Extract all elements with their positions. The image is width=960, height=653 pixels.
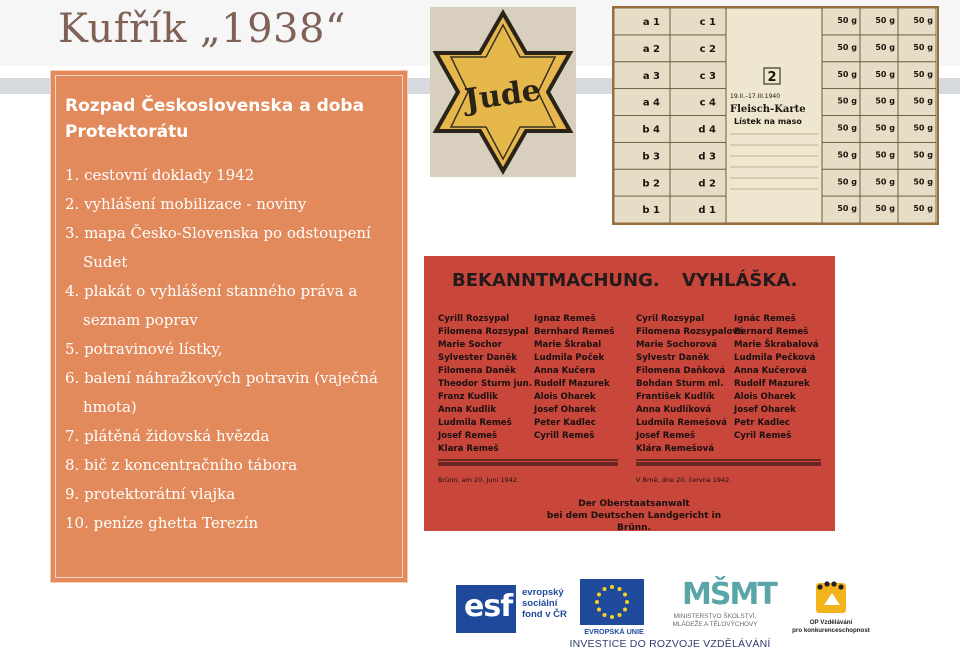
list-item [65,509,395,538]
poster-name: Filomena Rozsypal [438,327,529,337]
eu-star [597,608,601,612]
ration-card-title: Fleisch-Karte [730,104,806,115]
esf-sub-line: evropský [522,587,564,598]
poster-heading-cs: VYHLÁŠKA. [682,270,798,291]
poster-name: Filomena Daňková [636,366,726,376]
eu-star [595,600,599,604]
poster-name: Theodor Sturm jun. [438,379,533,389]
poster-signature-line-2: bei dem Deutschen Landgericht in Brünn. [546,511,722,533]
poster-name: Alois Oharek [534,392,596,402]
ration-stub-weight: 50 g [913,150,933,160]
ration-stub-weight: 50 g [913,16,933,25]
ration-stub-weight: 50 g [837,96,857,106]
ration-coupon-code: a 2 [642,43,660,55]
list-item-text: 9. protektorátní vlajka [65,485,236,503]
poster-name: Ludmila Pečková [734,353,816,363]
poster-signature [544,498,724,534]
ration-coupon [670,89,726,116]
list-item-text: 10. peníze ghetta Terezín [65,514,259,532]
ration-card-photo [612,6,939,225]
eu-star [597,593,601,597]
poster-signature-line-1: Der Oberstaatsanwalt [578,499,690,509]
list-item [65,422,395,451]
eu-logo [580,579,652,637]
ration-coupon-code: d 2 [698,178,716,190]
poster-name: Klara Remeš [438,444,499,454]
msmt-label-line: MINISTERSTVO ŠKOLSTVÍ, [673,613,757,620]
poster-name: Cyril Remeš [734,431,792,441]
eu-star [623,593,627,597]
poster-name: Cyrill Rozsypal [438,314,510,324]
poster-name: Anna Kučerová [734,366,807,376]
ration-stub-weight: 50 g [913,123,933,133]
poster-name: Anna Kučera [534,366,596,376]
ration-stub-weight: 50 g [913,177,933,187]
eu-star [618,613,622,617]
list-item-text: 8. bič z koncentračního tábora [65,456,298,474]
esf-logo [456,579,574,637]
poster-name: Petr Kadlec [734,418,790,428]
msmt-logo [656,577,774,635]
star-text: Jude [462,72,543,119]
poster-name: Josef Remeš [636,431,696,441]
eu-star [610,585,614,589]
ration-stub-weight: 50 g [913,42,933,52]
op-vk-logo [786,579,876,637]
ration-coupon [670,8,726,35]
ration-stub-weight: 50 g [837,69,857,79]
ration-stub-weight: 50 g [875,96,895,106]
ration-card-number: 2 [767,70,777,85]
list-item [65,335,395,364]
ration-card-grid [614,8,937,223]
list-item [65,277,395,335]
ration-stub-weight: 50 g [875,204,895,214]
ration-stub-weight: 50 g [837,42,857,52]
ration-coupon-code: b 4 [642,124,660,136]
ration-stub-weight: 50 g [913,96,933,106]
poster-name: Filomena Rozsypalová [636,327,744,337]
eu-star [623,608,627,612]
poster-name: Josef Oharek [534,405,596,415]
eu-logo-label: EVROPSKÁ UNIE [584,627,644,636]
ration-coupon-code: c 4 [699,97,716,109]
list-item [65,364,395,422]
list-item-text: 2. vyhlášení mobilizace - noviny [65,195,307,213]
op-vk-dot [824,581,829,586]
op-label-line: pro konkurenceschopnost [792,627,870,634]
item-list [65,161,395,538]
ration-stub-weight: 50 g [875,42,895,52]
list-item-text: 4. plakát o vyhlášení stanného práva a [65,282,358,300]
list-item [65,190,395,219]
poster-name: Sylvestr Daněk [636,353,710,363]
msmt-logo-label [656,613,774,629]
poster-name: Ignác Remeš [734,314,796,324]
eu-flag-icon [580,579,644,625]
panel-subtitle: Rozpad Československa a doba Protektorátu [65,96,365,142]
jewish-star-photo [430,7,576,177]
decor-stripe-left [0,78,50,94]
ration-coupon-code: a 1 [642,17,660,28]
eu-star [625,600,629,604]
ration-coupon-code: c 1 [699,17,716,28]
list-item-text: 1. cestovní doklady 1942 [65,166,255,184]
ration-stub-weight: 50 g [913,204,933,214]
poster-name: Marie Škrabal [534,340,602,350]
list-item-continuation: seznam poprav [83,311,198,329]
esf-logo-subtitle [522,587,582,620]
poster-name: Klára Remešová [636,444,715,454]
poster-name: Anna Kudlíková [636,405,712,415]
poster-name: Marie Škrabalová [734,340,819,350]
op-vk-dot [838,584,843,589]
eu-stars [580,579,644,625]
ration-coupon-code: b 1 [642,205,660,217]
poster-heading-de: BEKANNTMACHUNG. [452,270,660,291]
poster-name: Alois Oharek [734,392,796,402]
ration-stub-weight: 50 g [837,150,857,160]
poster-fine-print [636,464,821,466]
msmt-label-line: MLÁDEŽE A TĚLOVÝCHOVY [672,621,758,628]
poster-fine-print [438,464,618,466]
list-item-text: 6. balení náhražkových potravin (vaječná [65,369,378,387]
esf-sub-line: fond v ČR [522,609,567,620]
poster-date-cs: V Brně, dne 20. června 1942. [636,476,732,484]
ration-stub-weight: 50 g [837,204,857,214]
poster-name: Ludmila Remeš [438,418,512,428]
op-vk-icon [786,579,876,619]
op-vk-dot [817,584,822,589]
ration-stub-weight: 50 g [913,69,933,79]
execution-poster-photo [424,256,835,531]
list-item-text: 7. plátěná židovská hvězda [65,427,270,445]
poster-name: Ludmila Poček [534,353,605,363]
ration-coupon-code: b 2 [642,178,660,190]
star-drawing [430,7,576,177]
poster-name: Cyrill Remeš [534,431,595,441]
poster-name: Marie Sochor [438,340,502,350]
ration-coupon-code: d 4 [698,124,716,136]
eu-star [603,587,607,591]
list-item [65,451,395,480]
ration-coupon [670,35,726,62]
poster-name: Rudolf Mazurek [734,379,810,389]
ration-coupon-code: a 4 [642,97,660,109]
ration-coupon-code: d 3 [698,151,716,163]
poster-name: Ignaz Remeš [534,314,596,324]
poster-name: Anna Kudlik [438,405,497,415]
eu-star [610,615,614,619]
list-item-continuation: Sudet [83,253,128,271]
ration-stub-weight: 50 g [875,177,895,187]
ration-coupon-code: c 3 [699,70,716,82]
ration-card-center [726,8,822,223]
ration-coupon-code: b 3 [642,151,660,163]
ration-stub-weight: 50 g [837,177,857,187]
poster-name: Rudolf Mazurek [534,379,610,389]
op-vk-dot [831,581,836,586]
eu-star [618,587,622,591]
esf-sub-line: sociální [522,598,558,609]
poster-name: Josef Remeš [438,431,498,441]
poster-name: Peter Kadlec [534,418,596,428]
ration-coupon-code: d 1 [698,205,716,217]
poster-name: Cyril Rozsypal [636,314,705,324]
list-item [65,161,395,190]
poster-name: Bernhard Remeš [534,327,615,337]
poster-name: Ludmila Remešová [636,418,728,428]
ration-stub-weight: 50 g [837,16,857,25]
ration-stub-weight: 50 g [875,16,895,25]
op-label-line: OP Vzdělávání [809,619,853,626]
poster-name: Sylvester Daněk [438,353,518,363]
poster-name: Josef Oharek [734,405,796,415]
poster-name: Bohdan Sturm ml. [636,379,724,389]
list-item-text: 3. mapa Česko-Slovenska po odstoupení [65,224,371,242]
eu-star [603,613,607,617]
ration-stub-weight: 50 g [875,150,895,160]
ration-coupon-code: c 2 [699,43,716,55]
poster-name: Franz Kudlik [438,392,498,402]
ration-coupon [670,62,726,89]
poster-name: Filomena Daněk [438,366,516,376]
poster-name: Bernard Remeš [734,327,809,337]
esf-logo-text: esf [464,589,513,624]
ration-stub-weight: 50 g [875,69,895,79]
list-item [65,219,395,277]
content-panel [50,70,408,583]
poster-date-de: Brünn, am 20. Juni 1942. [438,476,520,484]
list-item-continuation: hmota) [83,398,137,416]
slide-title: Kufřík „1938“ [58,6,346,52]
footer-slogan: INVESTICE DO ROZVOJE VZDĚLÁVÁNÍ [569,638,771,650]
op-vk-label [786,619,876,635]
list-item-text: 5. potravinové lístky, [65,340,223,358]
ration-stub-weight: 50 g [837,123,857,133]
poster-name: František Kudlík [636,392,715,402]
ration-card-period: 19.II.–17.III.1940 [730,93,781,100]
poster-name: Marie Sochorová [636,340,718,350]
ration-stub-weight: 50 g [875,123,895,133]
msmt-logo-mark: MŠMT [682,577,776,612]
ration-coupon-code: a 3 [642,70,660,82]
list-item [65,480,395,509]
ration-card-subtitle: Lístek na maso [734,117,802,126]
